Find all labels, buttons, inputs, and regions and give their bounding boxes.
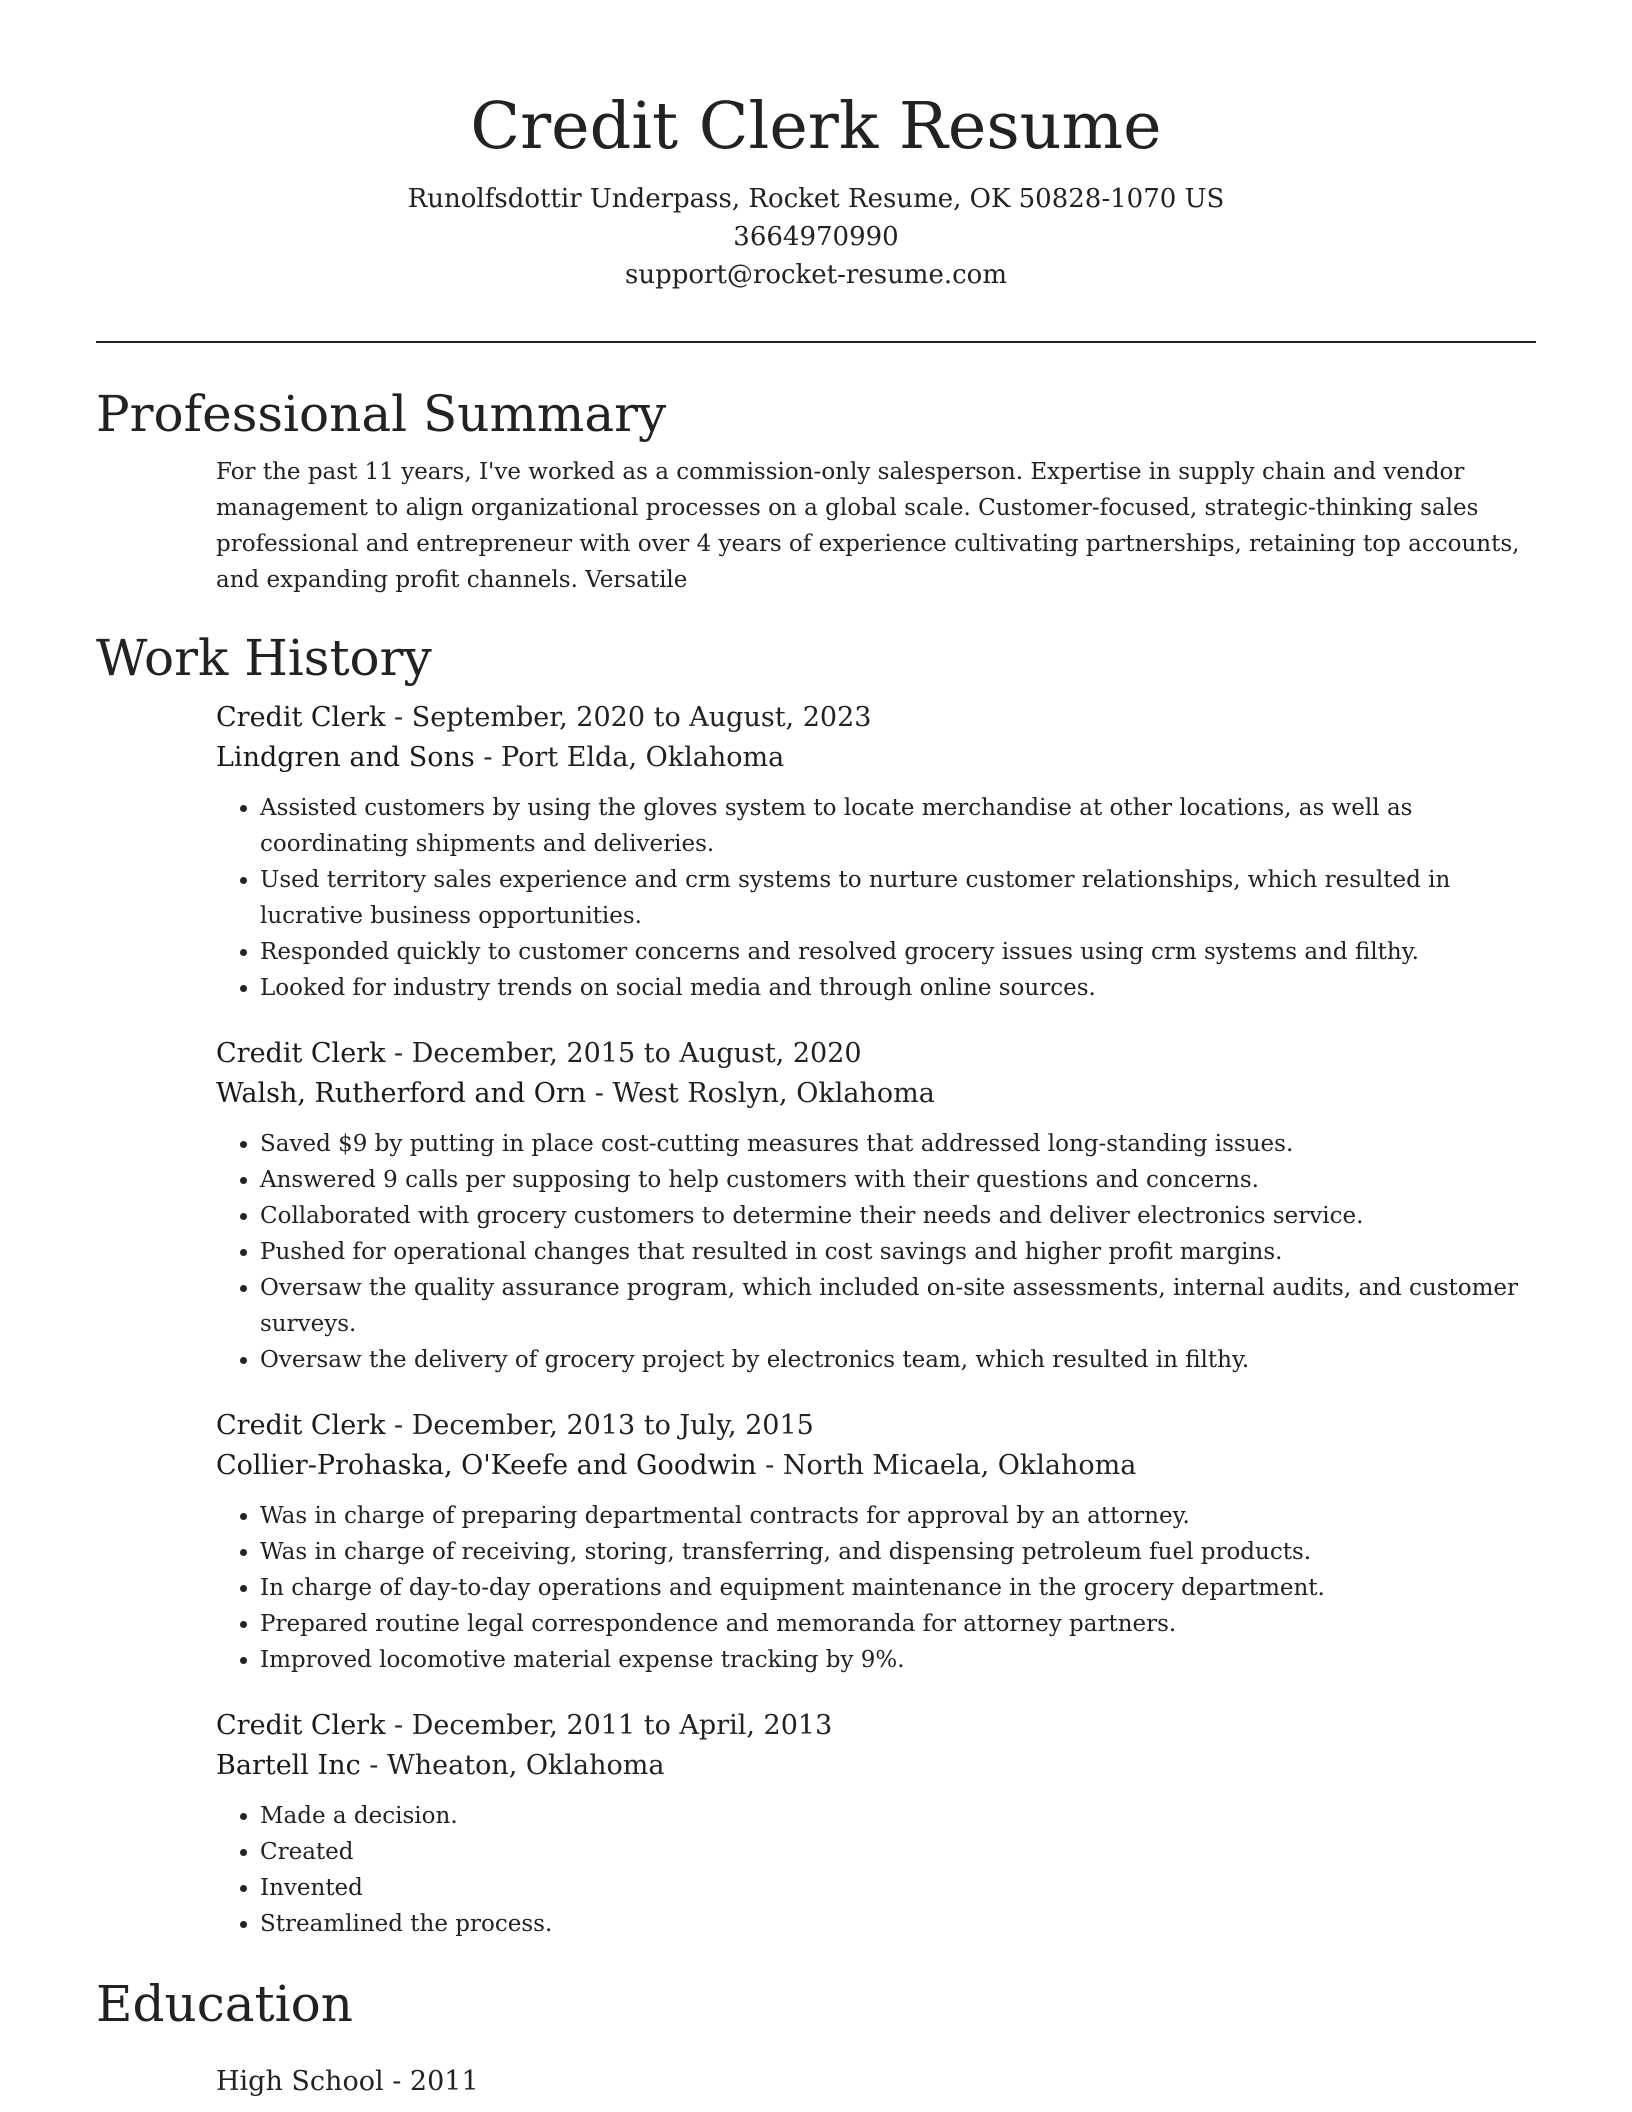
education-heading: Education [96, 1975, 353, 2033]
education-separator: - [392, 2066, 410, 2097]
header-divider [96, 341, 1536, 343]
job-entry [216, 1706, 1536, 1942]
resume-content [96, 380, 1536, 2102]
work-history-heading: Work History [96, 629, 432, 687]
job-entry [216, 1406, 1536, 1678]
resume-header [96, 88, 1536, 294]
job-title-line [216, 1706, 1536, 1746]
education-year: 2011 [409, 2066, 479, 2097]
job-company: Collier-Prohaska, O'Keefe and Goodwin [216, 1450, 757, 1481]
job-separator: - [394, 1410, 412, 1441]
job-bullet: • Pushed for operational changes that resulted in cost savings and higher profit margins. [260, 1234, 1536, 1270]
job-bullet: • Saved $9 by putting in place cost-cutting measures that addressed long-standing issues. [260, 1126, 1536, 1162]
job-dates: September, 2020 to August, 2023 [411, 702, 872, 733]
job-bullet: • Looked for industry trends on social media and through online sources. [260, 970, 1536, 1006]
resume-title: Credit Clerk Resume [470, 89, 1162, 164]
job-separator: - [394, 702, 412, 733]
job-company: Walsh, Rutherford and Orn [216, 1078, 587, 1109]
job-separator: - [394, 1710, 412, 1741]
job-bullet: • Assisted customers by using the gloves system to locate merchandise at other locations, as well as coordinating shipments and deliveries. [260, 790, 1536, 862]
contact-address: Runolfsdottir Underpass, Rocket Resume, OK 50828-1070 US [407, 184, 1225, 214]
summary-section [96, 380, 1536, 598]
job-company-line [216, 1446, 1536, 1486]
education-line [216, 2062, 1536, 2102]
job-separator: - [594, 1078, 613, 1109]
job-bullet-list [216, 1126, 1536, 1378]
education-entry [216, 2062, 1536, 2102]
job-bullet: • In charge of day-to-day operations and equipment maintenance in the grocery department. [260, 1570, 1536, 1606]
job-bullet: • Invented [260, 1870, 1536, 1906]
job-title: Credit Clerk [216, 1410, 386, 1441]
job-location: Port Elda, Oklahoma [501, 742, 785, 773]
job-bullet: • Improved locomotive material expense tracking by 9%. [260, 1642, 1536, 1678]
job-bullet: • Used territory sales experience and crm systems to nurture customer relationships, which resulted in lucrative business opportunities. [260, 862, 1536, 934]
job-bullet-list [216, 1498, 1536, 1678]
job-separator: - [483, 742, 502, 773]
job-bullet: • Was in charge of receiving, storing, transferring, and dispensing petroleum fuel products. [260, 1534, 1536, 1570]
job-dates: December, 2013 to July, 2015 [411, 1410, 814, 1441]
job-bullet: • Streamlined the process. [260, 1906, 1536, 1942]
job-separator: - [369, 1750, 388, 1781]
job-bullet-list [216, 1798, 1536, 1942]
job-title-line [216, 1034, 1536, 1074]
job-company: Bartell Inc [216, 1750, 361, 1781]
summary-text: For the past 11 years, I've worked as a commission-only salesperson. Expertise in supply chain and vendor management to align organizational processes on a global scale. Customer-focused, strategic-thinking sales professional and entrepreneur with over 4 years of experience cultivating partnerships, retaining top accounts, and expanding profit channels. Versatile [216, 459, 1520, 593]
summary-heading: Professional Summary [96, 385, 667, 443]
job-title: Credit Clerk [216, 1710, 386, 1741]
job-location: West Roslyn, Oklahoma [612, 1078, 935, 1109]
job-bullet: • Answered 9 calls per supposing to help customers with their questions and concerns. [260, 1162, 1536, 1198]
job-separator: - [394, 1038, 412, 1069]
job-separator: - [765, 1450, 783, 1481]
job-bullet: • Prepared routine legal correspondence and memoranda for attorney partners. [260, 1606, 1536, 1642]
job-dates: December, 2015 to August, 2020 [411, 1038, 862, 1069]
job-location: North Micaela, Oklahoma [782, 1450, 1137, 1481]
job-bullet: • Collaborated with grocery customers to determine their needs and deliver electronics service. [260, 1198, 1536, 1234]
job-entry [216, 1034, 1536, 1378]
job-title: Credit Clerk [216, 702, 386, 733]
job-bullet: • Oversaw the delivery of grocery project by electronics team, which resulted in filthy. [260, 1342, 1536, 1378]
job-title-line [216, 1406, 1536, 1446]
job-bullet: • Oversaw the quality assurance program, which included on-site assessments, internal audits, and customer surveys. [260, 1270, 1536, 1342]
job-bullet: • Created [260, 1834, 1536, 1870]
job-dates: December, 2011 to April, 2013 [411, 1710, 833, 1741]
job-bullet-list [216, 790, 1536, 1006]
job-title-line [216, 698, 1536, 738]
contact-phone: 3664970990 [733, 222, 899, 252]
job-bullet: • Responded quickly to customer concerns and resolved grocery issues using crm systems and filthy. [260, 934, 1536, 970]
job-entry [216, 698, 1536, 1006]
work-history-section [96, 624, 1536, 1942]
contact-email: support@rocket-resume.com [624, 260, 1007, 290]
job-company: Lindgren and Sons [216, 742, 475, 773]
job-company-line [216, 1746, 1536, 1786]
job-title: Credit Clerk [216, 1038, 386, 1069]
job-bullet: • Made a decision. [260, 1798, 1536, 1834]
job-bullet: • Was in charge of preparing departmental contracts for approval by an attorney. [260, 1498, 1536, 1534]
job-company-line [216, 738, 1536, 778]
education-degree: High School [216, 2066, 384, 2097]
education-section [96, 1970, 1536, 2102]
job-location: Wheaton, Oklahoma [387, 1750, 665, 1781]
job-company-line [216, 1074, 1536, 1114]
